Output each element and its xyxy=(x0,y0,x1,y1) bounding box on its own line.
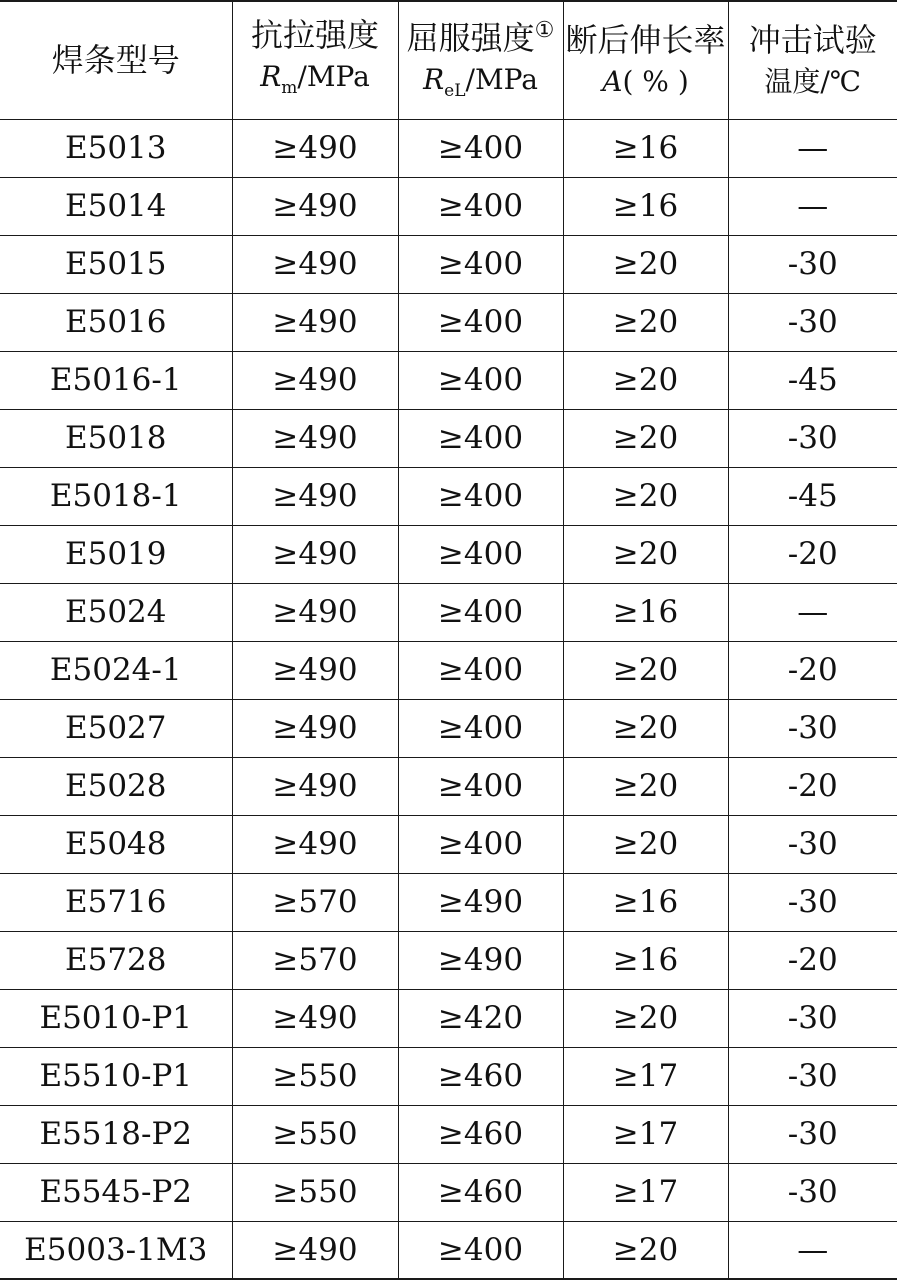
table-row xyxy=(0,1105,897,1163)
cell-model: E5545-P2 xyxy=(0,1163,232,1221)
cell-model: E5024-1 xyxy=(0,641,232,699)
cell-tensile: ≥490 xyxy=(232,525,398,583)
cell-tensile: ≥490 xyxy=(232,1221,398,1279)
cell-elongation: ≥20 xyxy=(563,409,728,467)
table-row xyxy=(0,351,897,409)
cell-elongation: ≥20 xyxy=(563,757,728,815)
table-row xyxy=(0,1047,897,1105)
cell-model: E5024 xyxy=(0,583,232,641)
header-row xyxy=(0,1,897,119)
cell-yield: ≥460 xyxy=(398,1105,563,1163)
cell-yield: ≥460 xyxy=(398,1163,563,1221)
cell-yield: ≥400 xyxy=(398,815,563,873)
cell-impact-temp: -45 xyxy=(728,351,897,409)
cell-yield: ≥460 xyxy=(398,1047,563,1105)
cell-elongation: ≥20 xyxy=(563,815,728,873)
cell-elongation: ≥20 xyxy=(563,1221,728,1279)
cell-model: E5014 xyxy=(0,177,232,235)
cell-tensile: ≥550 xyxy=(232,1047,398,1105)
cell-tensile: ≥490 xyxy=(232,815,398,873)
header-impact-temperature xyxy=(728,1,897,119)
cell-impact-temp: -30 xyxy=(728,1047,897,1105)
cell-elongation: ≥16 xyxy=(563,177,728,235)
cell-impact-temp: -20 xyxy=(728,641,897,699)
cell-tensile: ≥490 xyxy=(232,293,398,351)
header-yield-strength xyxy=(398,1,563,119)
cell-impact-temp: — xyxy=(728,119,897,177)
header-yield-unit-line: $R_{eL}$/MPa xyxy=(399,60,563,111)
cell-model: E5048 xyxy=(0,815,232,873)
cell-impact-temp: -30 xyxy=(728,989,897,1047)
cell-impact-temp: -30 xyxy=(728,815,897,873)
cell-tensile: ≥570 xyxy=(232,931,398,989)
table-row xyxy=(0,409,897,467)
cell-impact-temp: -30 xyxy=(728,699,897,757)
table-row xyxy=(0,931,897,989)
cell-elongation: ≥20 xyxy=(563,699,728,757)
cell-tensile: ≥490 xyxy=(232,351,398,409)
header-elongation-title: 断后伸长率 xyxy=(564,18,728,62)
cell-elongation: ≥17 xyxy=(563,1047,728,1105)
cell-model: E5015 xyxy=(0,235,232,293)
cell-elongation: ≥17 xyxy=(563,1163,728,1221)
cell-model: E5716 xyxy=(0,873,232,931)
cell-yield: ≥400 xyxy=(398,409,563,467)
cell-model: E5013 xyxy=(0,119,232,177)
cell-elongation: ≥20 xyxy=(563,525,728,583)
cell-model: E5019 xyxy=(0,525,232,583)
header-tensile-strength xyxy=(232,1,398,119)
cell-tensile: ≥490 xyxy=(232,641,398,699)
table-row xyxy=(0,235,897,293)
cell-tensile: ≥550 xyxy=(232,1163,398,1221)
cell-tensile: ≥490 xyxy=(232,119,398,177)
cell-impact-temp: -20 xyxy=(728,525,897,583)
cell-elongation: ≥16 xyxy=(563,931,728,989)
cell-tensile: ≥550 xyxy=(232,1105,398,1163)
cell-impact-temp: -30 xyxy=(728,235,897,293)
cell-impact-temp: -30 xyxy=(728,293,897,351)
cell-model: E5016 xyxy=(0,293,232,351)
cell-yield: ≥400 xyxy=(398,757,563,815)
table-row xyxy=(0,583,897,641)
cell-tensile: ≥490 xyxy=(232,235,398,293)
cell-yield: ≥490 xyxy=(398,873,563,931)
table-row xyxy=(0,757,897,815)
cell-elongation: ≥20 xyxy=(563,641,728,699)
cell-tensile: ≥490 xyxy=(232,409,398,467)
table-row xyxy=(0,119,897,177)
cell-yield: ≥400 xyxy=(398,583,563,641)
cell-model: E5018-1 xyxy=(0,467,232,525)
header-impact-unit: 温度/℃ xyxy=(729,62,897,102)
cell-impact-temp: -20 xyxy=(728,757,897,815)
table-row xyxy=(0,293,897,351)
header-model: 焊条型号 xyxy=(0,1,232,119)
cell-model: E5018 xyxy=(0,409,232,467)
cell-impact-temp: -30 xyxy=(728,873,897,931)
cell-elongation: ≥17 xyxy=(563,1105,728,1163)
cell-tensile: ≥570 xyxy=(232,873,398,931)
cell-yield: ≥400 xyxy=(398,293,563,351)
cell-yield: ≥400 xyxy=(398,641,563,699)
table-row xyxy=(0,815,897,873)
cell-elongation: ≥20 xyxy=(563,235,728,293)
cell-model: E5016-1 xyxy=(0,351,232,409)
cell-elongation: ≥16 xyxy=(563,119,728,177)
header-elongation xyxy=(563,1,728,119)
cell-impact-temp: -30 xyxy=(728,1163,897,1221)
table-row xyxy=(0,525,897,583)
header-impact-title: 冲击试验 xyxy=(729,18,897,62)
cell-impact-temp: -30 xyxy=(728,1105,897,1163)
cell-model: E5510-P1 xyxy=(0,1047,232,1105)
table-row xyxy=(0,699,897,757)
table-row xyxy=(0,1221,897,1279)
cell-elongation: ≥16 xyxy=(563,873,728,931)
cell-elongation: ≥20 xyxy=(563,467,728,525)
cell-elongation: ≥20 xyxy=(563,351,728,409)
cell-yield: ≥400 xyxy=(398,235,563,293)
cell-tensile: ≥490 xyxy=(232,989,398,1047)
footnote-marker: ① xyxy=(535,18,555,43)
table-row xyxy=(0,873,897,931)
cell-tensile: ≥490 xyxy=(232,699,398,757)
table-row xyxy=(0,989,897,1047)
cell-impact-temp: — xyxy=(728,177,897,235)
cell-impact-temp: — xyxy=(728,583,897,641)
cell-impact-temp: — xyxy=(728,1221,897,1279)
cell-yield: ≥400 xyxy=(398,1221,563,1279)
cell-yield: ≥400 xyxy=(398,467,563,525)
header-tensile-title: 抗拉强度 xyxy=(233,13,398,57)
cell-model: E5728 xyxy=(0,931,232,989)
cell-model: E5027 xyxy=(0,699,232,757)
cell-impact-temp: -45 xyxy=(728,467,897,525)
header-yield-title-line: 屈服强度① xyxy=(399,9,563,60)
cell-elongation: ≥20 xyxy=(563,293,728,351)
cell-tensile: ≥490 xyxy=(232,467,398,525)
cell-model: E5010-P1 xyxy=(0,989,232,1047)
cell-tensile: ≥490 xyxy=(232,583,398,641)
cell-model: E5028 xyxy=(0,757,232,815)
cell-yield: ≥400 xyxy=(398,177,563,235)
cell-tensile: ≥490 xyxy=(232,757,398,815)
cell-yield: ≥400 xyxy=(398,699,563,757)
cell-impact-temp: -20 xyxy=(728,931,897,989)
table-row xyxy=(0,467,897,525)
table-row xyxy=(0,177,897,235)
cell-yield: ≥400 xyxy=(398,119,563,177)
table-row xyxy=(0,641,897,699)
header-tensile-unit-line: $R_m$/MPa xyxy=(233,57,398,108)
cell-yield: ≥490 xyxy=(398,931,563,989)
table-body xyxy=(0,119,897,1279)
cell-tensile: ≥490 xyxy=(232,177,398,235)
cell-impact-temp: -30 xyxy=(728,409,897,467)
table-header xyxy=(0,1,897,119)
cell-model: E5518-P2 xyxy=(0,1105,232,1163)
cell-yield: ≥400 xyxy=(398,525,563,583)
cell-elongation: ≥16 xyxy=(563,583,728,641)
cell-model: E5003-1M3 xyxy=(0,1221,232,1279)
table-row xyxy=(0,1163,897,1221)
header-elongation-unit-line: A( % ) xyxy=(564,62,728,102)
cell-yield: ≥420 xyxy=(398,989,563,1047)
cell-elongation: ≥20 xyxy=(563,989,728,1047)
cell-yield: ≥400 xyxy=(398,351,563,409)
